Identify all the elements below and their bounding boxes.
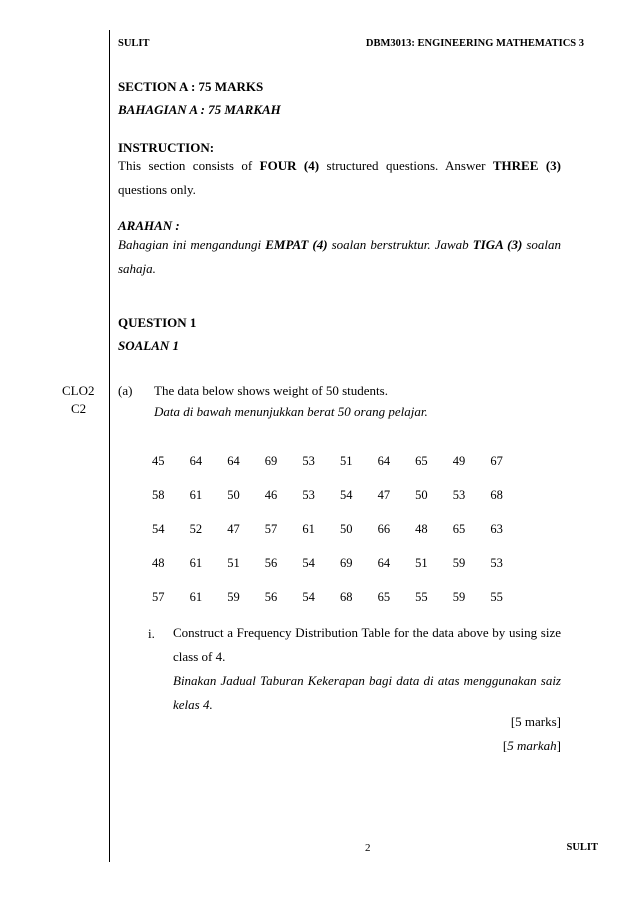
sub-question-text-malay: Binakan Jadual Taburan Kekerapan bagi data di atas menggunakan saiz kelas 4. [173, 673, 561, 712]
instruction-heading: INSTRUCTION: [118, 140, 215, 155]
cognitive-level-label: C2 [71, 401, 87, 416]
table-cell: 53 [452, 487, 466, 502]
table-cell: 46 [264, 487, 278, 502]
table-cell: 51 [339, 453, 353, 468]
table-cell: 47 [377, 487, 391, 502]
instruction-text: This section consists of FOUR (4) structured questions. Answer THREE (3) questions only. [118, 158, 561, 197]
table-cell: 66 [377, 521, 391, 536]
table-cell: 57 [152, 589, 165, 604]
table-cell: 52 [189, 521, 203, 536]
arahan-heading: ARAHAN : [118, 218, 180, 233]
table-cell: 61 [302, 521, 315, 536]
table-cell: 55 [415, 589, 428, 604]
marks-label-malay: [5 markah] [502, 738, 561, 753]
table-cell: 64 [377, 453, 391, 468]
section-title-malay: BAHAGIAN A : 75 MARKAH [118, 102, 281, 117]
part-a-label: (a) [118, 383, 133, 398]
table-cell: 53 [302, 453, 315, 468]
header-classification: SULIT [118, 38, 150, 49]
sub-question-label: i. [148, 626, 155, 641]
table-cell: 65 [452, 521, 466, 536]
table-row [152, 512, 528, 546]
table-row [152, 444, 528, 478]
table-cell: 55 [490, 589, 503, 604]
table-cell: 61 [189, 555, 203, 570]
weight-data-table [152, 444, 528, 614]
table-cell: 47 [227, 521, 240, 536]
table-cell: 61 [189, 589, 203, 604]
table-cell: 59 [452, 555, 466, 570]
table-cell: 59 [452, 589, 466, 604]
table-cell: 68 [490, 487, 503, 502]
table-cell: 69 [339, 555, 353, 570]
table-cell: 59 [227, 589, 240, 604]
table-cell: 64 [227, 453, 240, 468]
marks-label: [5 marks] [510, 714, 561, 729]
question-title: QUESTION 1 [118, 315, 197, 330]
table-cell: 49 [452, 453, 466, 468]
table-cell: 58 [152, 487, 165, 502]
question-title-malay: SOALAN 1 [118, 338, 180, 353]
sub-question-text: Construct a Frequency Distribution Table for the data above by using size class of 4. [173, 625, 561, 664]
table-cell: 64 [189, 453, 203, 468]
table-cell: 53 [302, 487, 315, 502]
section-title: SECTION A : 75 MARKS [118, 79, 264, 94]
table-cell: 54 [152, 521, 165, 536]
table-cell: 56 [264, 555, 278, 570]
table-cell: 50 [339, 521, 353, 536]
table-cell: 65 [415, 453, 428, 468]
part-a-text-malay: Data di bawah menunjukkan berat 50 orang pelajar. [154, 404, 428, 419]
table-cell: 51 [227, 555, 240, 570]
table-row [152, 546, 528, 580]
table-cell: 48 [152, 555, 165, 570]
table-cell: 51 [415, 555, 428, 570]
table-row [152, 478, 528, 512]
part-a-text: The data below shows weight of 50 students. [154, 383, 388, 398]
table-cell: 56 [264, 589, 278, 604]
table-cell: 64 [377, 555, 391, 570]
page-number: 2 [365, 842, 371, 854]
margin-rule [109, 30, 110, 862]
table-cell: 57 [264, 521, 278, 536]
table-row [152, 580, 528, 614]
table-cell: 69 [264, 453, 278, 468]
clo-label: CLO2 [62, 383, 95, 398]
table-cell: 48 [415, 521, 428, 536]
footer-classification: SULIT [566, 842, 598, 853]
table-cell: 54 [302, 589, 315, 604]
table-cell: 50 [415, 487, 428, 502]
table-cell: 53 [490, 555, 503, 570]
table-cell: 65 [377, 589, 391, 604]
table-cell: 68 [339, 589, 353, 604]
header-course-title: DBM3013: ENGINEERING MATHEMATICS 3 [365, 38, 584, 49]
table-cell: 45 [152, 453, 165, 468]
table-cell: 54 [302, 555, 315, 570]
table-cell: 54 [339, 487, 353, 502]
table-cell: 67 [490, 453, 503, 468]
arahan-text: Bahagian ini mengandungi EMPAT (4) soalan berstruktur. Jawab TIGA (3) soalan sahaja. [118, 237, 562, 276]
table-cell: 61 [189, 487, 203, 502]
table-cell: 50 [227, 487, 240, 502]
table-cell: 63 [490, 521, 503, 536]
